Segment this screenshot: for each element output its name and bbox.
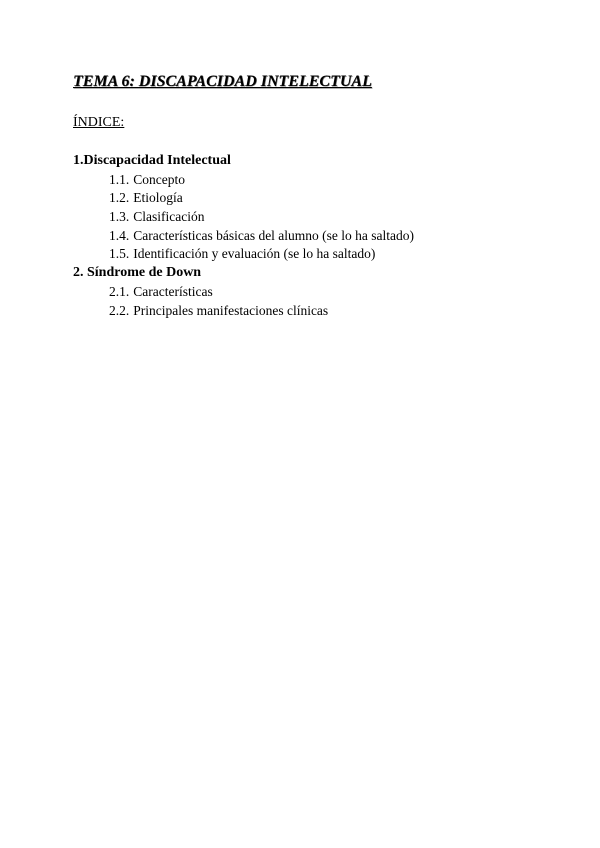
toc-item	[109, 283, 553, 302]
toc-section-title: 1.Discapacidad Intelectual	[73, 153, 231, 168]
toc-item-number: 1.5.	[109, 246, 130, 262]
toc-item	[109, 208, 553, 227]
toc-item	[109, 189, 553, 208]
toc-item-number: 2.1.	[109, 283, 130, 299]
toc-item-text: Identificación y evaluación (se lo ha saltado)	[133, 246, 376, 262]
table-of-contents	[73, 152, 553, 320]
document-title: TEMA 6: DISCAPACIDAD INTELECTUAL	[73, 73, 372, 90]
toc-item-text: Principales manifestaciones clínicas	[133, 302, 329, 318]
toc-item-number: 1.4.	[109, 227, 130, 243]
toc-section	[73, 152, 553, 264]
toc-section	[73, 264, 553, 320]
index-heading: ÍNDICE:	[73, 115, 125, 130]
toc-item-number: 1.2.	[109, 190, 130, 206]
toc-item-text: Características básicas del alumno (se lo ha saltado)	[133, 227, 415, 243]
toc-item	[109, 245, 553, 264]
toc-item-text: Características	[133, 283, 213, 299]
toc-subsection-list	[73, 283, 553, 320]
toc-item-text: Etiología	[133, 190, 183, 206]
toc-section-title: 2. Síndrome de Down	[73, 265, 202, 281]
toc-item	[109, 302, 553, 321]
toc-item-number: 1.1.	[109, 171, 130, 187]
toc-item-number: 2.2.	[109, 302, 130, 318]
toc-item	[109, 171, 553, 190]
toc-subsection-list	[73, 171, 553, 264]
toc-item-text: Clasificación	[133, 209, 205, 225]
toc-item-text: Concepto	[133, 171, 185, 187]
toc-item-number: 1.3.	[109, 209, 130, 225]
toc-item	[109, 227, 553, 246]
